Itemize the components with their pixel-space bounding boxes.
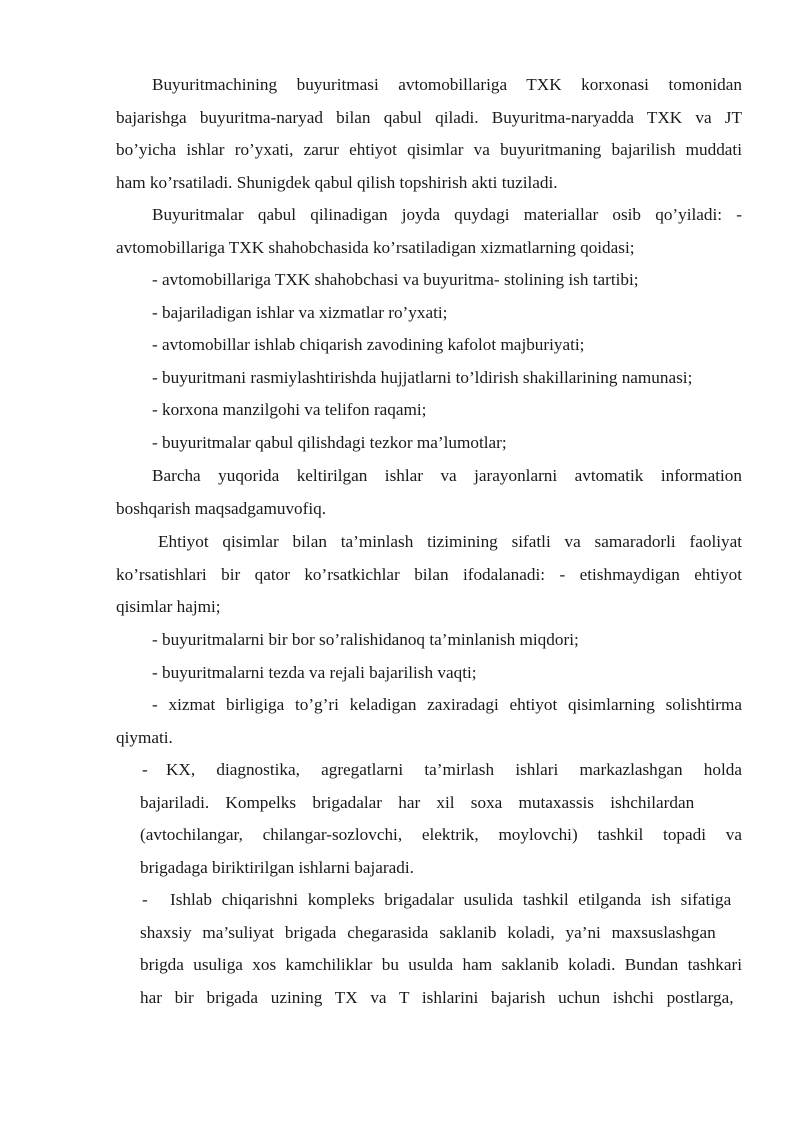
bullet-dash: -: [142, 890, 148, 909]
list-item: - xizmat birligiga to’g’ri keladigan zaxiradagi ehtiyot qisimlarning solishtirma: [152, 695, 742, 714]
list-item: - korxona manzilgohi va telifon raqami;: [152, 400, 427, 420]
list-item: - avtomobillar ishlab chiqarish zavodining kafolot majburiyati;: [152, 335, 585, 355]
indicators-list: [116, 624, 742, 689]
list-item: - buyuritmani rasmiylashtirishda hujjatlarni to’ldirish shakillarining namunasi;: [152, 367, 693, 387]
text-line: har bir brigada uzining TX va T ishlarini bajarish uchun ishchi postlarga,: [140, 987, 734, 1007]
text-line: brigadaga biriktirilgan ishlarni bajaradi.: [140, 857, 414, 877]
text-line: bajarishga buyuritma-naryad bilan qabul qiladi. Buyuritma-naryadda TXK va JT: [116, 107, 742, 127]
paragraph-spare-parts-indicators: [116, 526, 742, 624]
paragraph-posted-materials: [116, 199, 742, 264]
text-line: shaxsiy ma’suliyat brigada chegarasida saklanib koladi, ya’ni maxsuslashgan: [140, 922, 716, 942]
text-line: Barcha yuqorida keltirilgan ishlar va jarayonlarni avtomatik information: [152, 466, 742, 485]
text-line: boshqarish maqsadgamuvofiq.: [116, 498, 327, 518]
text-line: Ehtiyot qisimlar bilan ta’minlash tizimining sifatli va samaradorli faoliyat: [158, 532, 742, 551]
text-line: Ishlab chiqarishni kompleks brigadalar usulida tashkil etilganda ish sifatiga: [170, 890, 732, 909]
list-item: - bajariladigan ishlar va xizmatlar ro’yxati;: [152, 302, 448, 322]
list-item: - buyuritmalarni bir bor so’ralishidanoq ta’minlanish miqdori;: [152, 630, 579, 649]
paragraph-order-intake: [116, 69, 742, 199]
list-item: - avtomobillariga TXK shahobchasi va buyuritma- stolining ish tartibi;: [152, 270, 639, 289]
text-line: ko’rsatishlari bir qator ko’rsatkichlar bilan ifodalanadi: - etishmaydigan ehtiyot: [116, 564, 742, 584]
materials-list: [116, 264, 742, 460]
text-line: qisimlar hajmi;: [116, 597, 221, 617]
list-item: - buyuritmalarni tezda va rejali bajarilish vaqti;: [152, 662, 477, 682]
bullet-dash: -: [142, 760, 148, 779]
text-line: qiymati.: [116, 727, 173, 747]
text-line: brigda usuliga xos kamchiliklar bu usulda ham saklanib koladi. Bundan tashkari: [140, 955, 742, 975]
text-line: bajariladi. Kompelks brigadalar har xil soxa mutaxassis ishchilardan: [140, 792, 695, 812]
text-line: Buyuritmachining buyuritmasi avtomobillariga TXK korxonasi tomonidan: [152, 75, 742, 94]
list-item: - buyuritmalar qabul qilishdagi tezkor ma’lumotlar;: [152, 432, 507, 452]
text-line: (avtochilangar, chilangar-sozlovchi, elektrik, moylovchi) tashkil topadi va: [140, 825, 742, 845]
paragraph-automation: [116, 460, 742, 525]
paragraph-reserve-value: [116, 689, 742, 754]
text-line: KX, diagnostika, agregatlarni ta’mirlash ishlari markazlashgan holda: [166, 760, 742, 779]
text-line: ham ko’rsatiladi. Shunigdek qabul qilish topshirish akti tuziladi.: [116, 172, 558, 192]
text-line: bo’yicha ishlar ro’yxati, zarur ehtiyot qisimlar va buyuritmaning bajarilish muddati: [116, 140, 742, 160]
text-line: avtomobillariga TXK shahobchasida ko’rsatiladigan xizmatlarning qoidasi;: [116, 237, 635, 257]
text-line: Buyuritmalar qabul qilinadigan joyda quydagi materiallar osib qo’yiladi: -: [152, 205, 742, 224]
